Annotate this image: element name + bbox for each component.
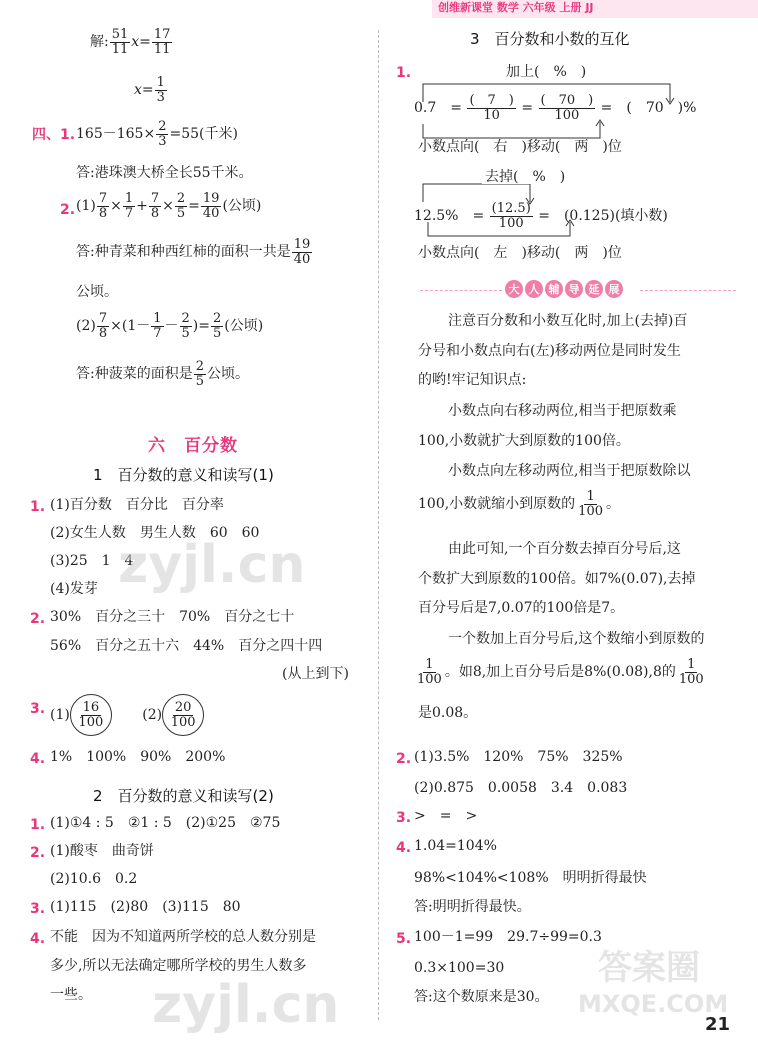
r2-num: 2. <box>30 845 46 861</box>
q1-line-4: (4)发芽 <box>50 581 98 597</box>
guide-line-10: 百分号后是7,0.07的100倍是7。 <box>418 600 625 616</box>
header-strip <box>432 0 758 18</box>
q3-num: 3. <box>30 701 46 717</box>
r-q2-line-1: (1)3.5% 120% 75% 325% <box>414 749 623 765</box>
q1-line-3: (3)25 1 4 <box>50 553 134 569</box>
s4-q1-answer: 答:港珠澳大桥全长55千米。 <box>76 165 253 181</box>
remove-percent-label: 去掉( % ) <box>482 170 568 184</box>
header-text: 创维新课堂 数学 六年级 上册 JJ <box>438 1 594 14</box>
add-percent-label: 加上( % ) <box>503 65 589 79</box>
q1-num: 1. <box>30 499 46 515</box>
r4-num: 4. <box>30 931 46 947</box>
conversion-equation-2: 12.5% = $\frac{(12.5)}{100}$ = (0.125)(填小数) <box>414 201 668 231</box>
r-q5-line-3: 答:这个数原来是30。 <box>414 989 549 1005</box>
r-q5-line-2: 0.3×100=30 <box>414 960 505 976</box>
s4-q2-label: 2. <box>60 202 76 218</box>
lesson-1-title: 1 百分数的意义和读写(1) <box>93 466 274 484</box>
guide-line-13: 是0.08。 <box>418 705 478 721</box>
fraction: $\frac{17}{11}$ <box>153 27 171 57</box>
r1-line: (1)①4 : 5 ②1 : 5 (2)①25 ②75 <box>50 815 281 831</box>
q1-line-1: (1)百分数 百分比 百分率 <box>50 497 224 513</box>
r-q2-line-2: (2)0.875 0.0058 3.4 0.083 <box>414 780 628 796</box>
guide-line-12: $\frac{1}{100}$ 。如8,加上百分号后是8%(0.08),8的 $\frac{1}{100}$ <box>417 657 704 687</box>
fraction: $\frac{51}{11}$ <box>111 27 129 57</box>
q4-num: 4. <box>30 751 46 767</box>
unit-title: 六 百分数 <box>148 436 238 456</box>
banner-line-left <box>420 290 502 291</box>
r-q4-num: 4. <box>396 840 412 856</box>
q4-line: 1% 100% 90% 200% <box>50 749 226 765</box>
decimal-move-2: 小数点向( 左 )移动( 两 )位 <box>418 245 622 261</box>
var-x: x= <box>131 34 151 51</box>
guide-line-11: 一个数加上百分号后,这个数缩小到原数的 <box>448 631 705 647</box>
q2-note: (从上到下) <box>282 666 349 682</box>
s4-q2-equation: (1) $\frac{7}{8}$ × $\frac{1}{7}$ + $\frac{7}{8}$ × $\frac{2}{5}$ = $\frac{19}{40}$ (公顷) <box>76 191 262 221</box>
decimal-move-1: 小数点向( 右 )移动( 两 )位 <box>418 139 622 155</box>
r4-line-3: 一些。 <box>50 987 92 1003</box>
r2-line-1: (1)酸枣 曲奇饼 <box>50 843 154 859</box>
q2-line-1: 30% 百分之三十 70% 百分之七十 <box>50 609 295 625</box>
r-q5-num: 5. <box>396 931 412 947</box>
parent-guide-banner: 大 人 辅 导 延 展 <box>505 280 635 300</box>
guide-line-1: 注意百分数和小数互化时,加上(去掉)百 <box>448 313 688 329</box>
fraction: $\frac{1}{3}$ <box>156 75 165 105</box>
r-q2-num: 2. <box>396 751 412 767</box>
section-4-label: 四、1. <box>32 127 76 143</box>
s4-q2-answer-unit: 公顷。 <box>76 284 118 300</box>
r-q4-line-1: 1.04=104% <box>414 838 497 854</box>
s4-q2-part2: (2) $\frac{7}{8}$ ×(1－ $\frac{1}{7}$ － $\frac{2}{5}$ )= $\frac{2}{5}$ (公顷) <box>76 311 264 341</box>
r-q3-line: > = > <box>414 808 478 824</box>
s4-q1-equation: 165－165× $\frac{2}{3}$ =55(千米) <box>76 119 238 149</box>
r-q1-num: 1. <box>396 65 412 81</box>
guide-line-5: 100,小数就扩大到原数的100倍。 <box>418 433 630 449</box>
guide-line-6: 小数点向左移动两位,相当于把原数除以 <box>448 463 691 479</box>
circled-fraction: $\frac{20}{100}$ <box>162 694 204 736</box>
solve-label: 解: <box>90 34 109 51</box>
q2-num: 2. <box>30 611 46 627</box>
page-number: 21 <box>705 1014 731 1035</box>
r-q5-line-1: 100－1=99 29.7÷99=0.3 <box>414 929 602 945</box>
r3-num: 3. <box>30 901 46 917</box>
r2-line-2: (2)10.6 0.2 <box>50 871 138 887</box>
circled-fraction: $\frac{16}{100}$ <box>70 694 112 736</box>
q3-answers: (1) $\frac{16}{100}$ (2) $\frac{20}{100}$ <box>50 694 204 736</box>
guide-line-4: 小数点向右移动两位,相当于把原数乘 <box>448 403 677 419</box>
column-divider <box>378 30 379 1020</box>
var-x: x= <box>134 82 154 99</box>
solve-line-2 <box>134 76 168 104</box>
s4-q2-part2-answer: 答:种菠菜的面积是 $\frac{2}{5}$ 公顷。 <box>76 359 249 389</box>
conversion-equation-1: 0.7 = $\frac{( 7 )}{10}$ = $\frac{( 70 )}{100}$ = ( 70 )% <box>414 93 697 123</box>
r3-line: (1)115 (2)80 (3)115 80 <box>50 899 241 915</box>
q2-line-2: 56% 百分之五十六 44% 百分之四十四 <box>50 638 323 654</box>
guide-line-7: 100,小数就缩小到原数的 $\frac{1}{100}$ 。 <box>418 489 620 519</box>
r-q3-num: 3. <box>396 810 412 826</box>
s4-q2-answer: 答:种青菜和种西红柿的面积一共是 $\frac{19}{40}$ <box>76 237 311 267</box>
r1-num: 1. <box>30 817 46 833</box>
q1-line-2: (2)女生人数 男生人数 60 60 <box>50 525 260 541</box>
r-q4-line-3: 答:明明折得最快。 <box>414 899 531 915</box>
guide-line-2: 分号和小数点向右(左)移动两位是同时发生 <box>418 343 681 359</box>
r4-line-2: 多少,所以无法确定哪所学校的男生人数多 <box>50 958 307 974</box>
watermark-zyjl-2: zyjl.cn <box>152 975 340 1035</box>
r-q4-line-2: 98%<104%<108% 明明折得最快 <box>414 870 647 886</box>
lesson-2-title: 2 百分数的意义和读写(2) <box>93 787 274 805</box>
r4-line-1: 不能 因为不知道两所学校的总人数分别是 <box>50 929 316 945</box>
solve-line-1 <box>90 28 173 56</box>
guide-line-3: 的哟!牢记知识点: <box>418 372 527 388</box>
watermark-daanquan: 答案圈 <box>598 948 700 988</box>
banner-line-right <box>640 290 736 291</box>
watermark-mxqe: MXQE.COM <box>578 990 729 1018</box>
guide-line-9: 个数扩大到原数的100倍。如7%(0.07),去掉 <box>418 571 696 587</box>
lesson-3-title: 3 百分数和小数的互化 <box>470 30 630 48</box>
guide-line-8: 由此可知,一个百分数去掉百分号后,这 <box>448 541 681 557</box>
watermark-zyjl-1: zyjl.cn <box>118 535 306 595</box>
